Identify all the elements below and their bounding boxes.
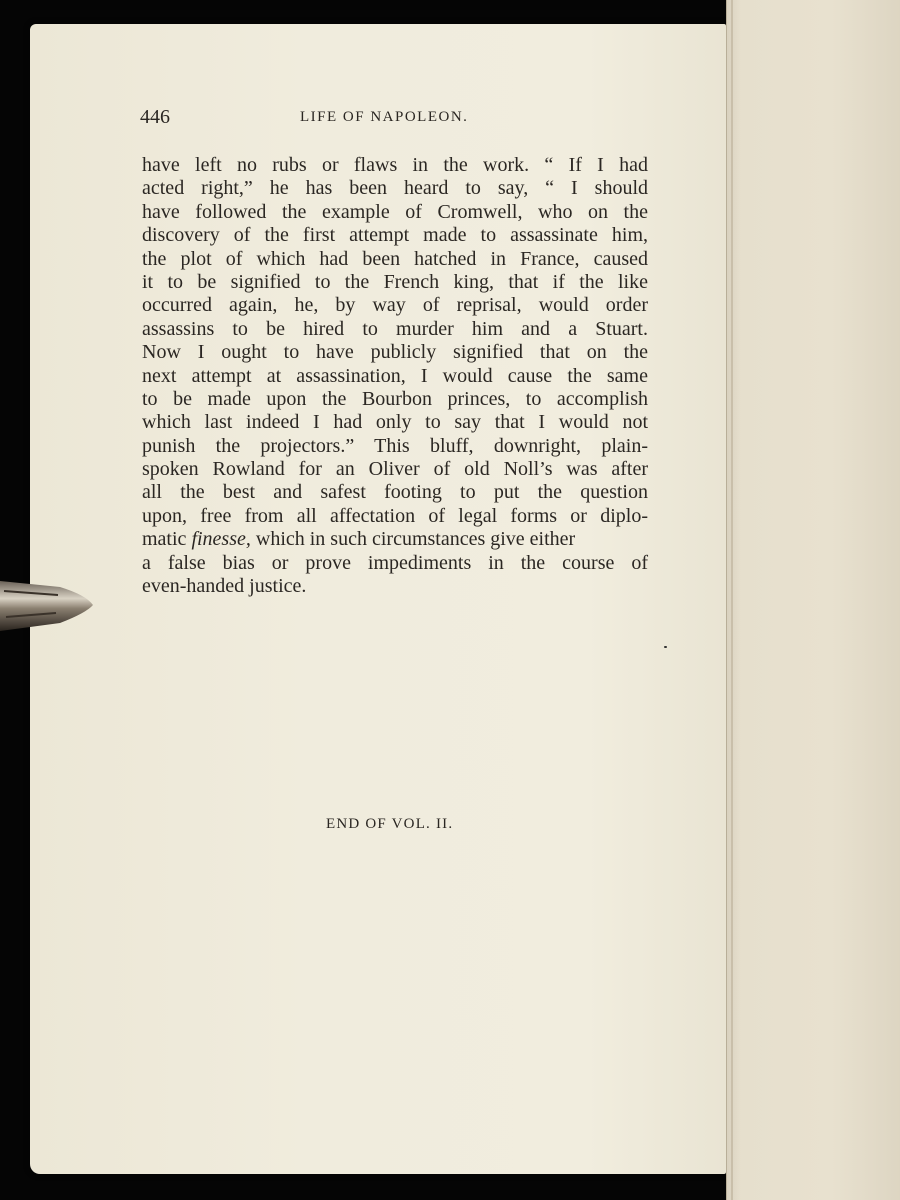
page-marker-icon [0, 577, 96, 635]
line-prefix: matic [142, 528, 192, 551]
text-line: it to be signified to the French king, that if the like [142, 270, 648, 293]
running-head [140, 106, 648, 132]
italic-word: finesse, [191, 528, 251, 551]
running-title: LIFE OF NAPOLEON. [300, 109, 469, 125]
page-number: 446 [140, 106, 170, 128]
text-line: next attempt at assassination, I would cause the same [142, 364, 648, 387]
text-line: a false bias or prove impediments in the course of [142, 551, 648, 574]
text-line: even-handed justice. [142, 575, 307, 598]
text-line: all the best and safest footing to put the question [142, 481, 648, 504]
text-line [142, 528, 648, 551]
text-line: occurred again, he, by way of reprisal, would order [142, 294, 648, 317]
cover-edge-line [731, 0, 733, 1200]
text-line: punish the projectors.” This bluff, downright, plain- [142, 434, 648, 457]
body-text [142, 154, 648, 598]
paper-speck [664, 646, 667, 648]
line-rest: which in such circumstances give either [255, 528, 576, 551]
text-line: upon, free from all affectation of legal forms or diplo- [142, 504, 648, 527]
text-line: discovery of the first attempt made to assassinate him, [142, 224, 648, 247]
text-line: which last indeed I had only to say that I would not [142, 411, 648, 434]
text-line: to be made upon the Bourbon princes, to accomplish [142, 387, 648, 410]
text-line: acted right,” he has been heard to say, “ I should [142, 177, 648, 200]
text-line: have followed the example of Cromwell, who on the [142, 200, 648, 223]
book-cover-edge [726, 0, 900, 1200]
end-of-volume-note: END OF VOL. II. [326, 816, 454, 832]
text-line: have left no rubs or flaws in the work. “ If I had [142, 154, 648, 176]
text-line: spoken Rowland for an Oliver of old Noll’s was after [142, 458, 648, 481]
text-line: Now I ought to have publicly signified that on the [142, 341, 648, 364]
text-line: the plot of which had been hatched in France, caused [142, 247, 648, 270]
text-line: assassins to be hired to murder him and a Stuart. [142, 317, 648, 340]
